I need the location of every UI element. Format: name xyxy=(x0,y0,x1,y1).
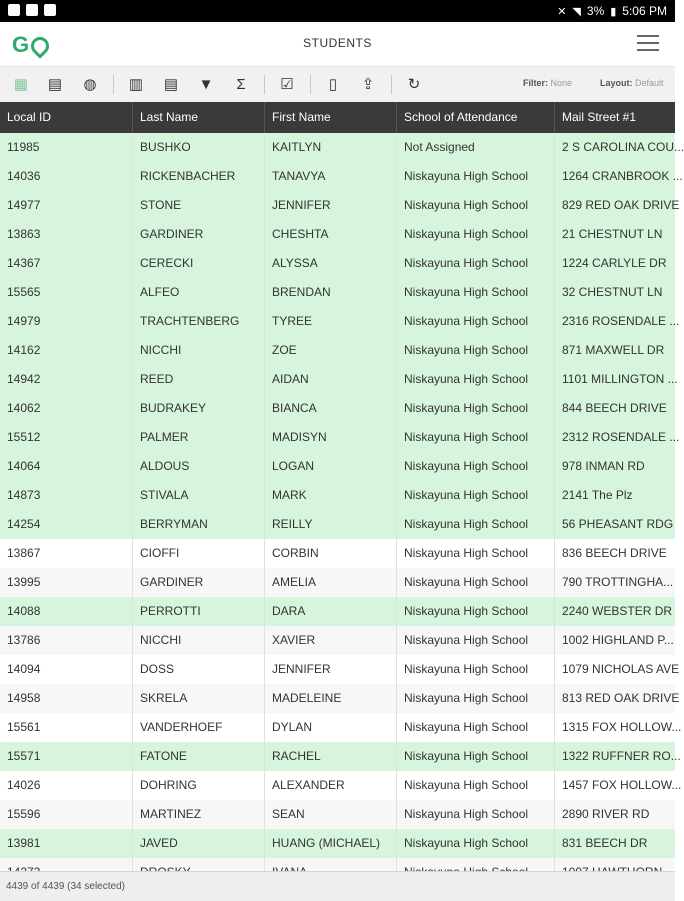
table-row[interactable] xyxy=(0,742,681,771)
cell-last-name: BUDRAKEY xyxy=(133,394,265,423)
cell-local-id: 15512 xyxy=(0,423,133,452)
cell-mail-street: 2240 WEBSTER DR xyxy=(562,604,673,618)
cell-first-name: HUANG (MICHAEL) xyxy=(265,829,397,858)
cell-last-name: DOSS xyxy=(133,655,265,684)
app-bar xyxy=(0,22,675,67)
cell-first-name: KAITLYN xyxy=(265,133,397,162)
cell-local-id: 14979 xyxy=(0,307,133,336)
cell-first-name: MADISYN xyxy=(265,423,397,452)
cell-local-id: 15561 xyxy=(0,713,133,742)
filter-label: Filter: xyxy=(523,78,549,88)
cell-last-name: ALFEO xyxy=(133,278,265,307)
table-row[interactable] xyxy=(0,771,682,800)
cell-school: Niskayuna High School xyxy=(397,800,555,829)
table-row[interactable] xyxy=(0,452,675,481)
cell-school: Niskayuna High School xyxy=(397,278,555,307)
cell-school: Niskayuna High School xyxy=(397,829,555,858)
cell-mail-street: 829 RED OAK DRIVE xyxy=(562,198,680,212)
table-row[interactable] xyxy=(0,191,680,220)
cell-mail-street: 2 S CAROLINA COU... xyxy=(562,140,684,154)
table-icon[interactable]: ▤ xyxy=(163,76,179,93)
cell-local-id: 13867 xyxy=(0,539,133,568)
cell-last-name: GARDINER xyxy=(133,220,265,249)
table-row[interactable] xyxy=(0,162,683,191)
battery-icon: ▮ xyxy=(610,5,617,18)
cell-local-id: 14367 xyxy=(0,249,133,278)
cell-mail-street: 1264 CRANBROOK ... xyxy=(562,169,683,183)
layout-value: Default xyxy=(635,78,664,88)
cell-local-id: 14254 xyxy=(0,510,133,539)
cell-local-id: 14094 xyxy=(0,655,133,684)
cell-mail-street: 1079 NICHOLAS AVE xyxy=(562,662,680,676)
cell-last-name: STONE xyxy=(133,191,265,220)
layout-label: Layout: xyxy=(600,78,633,88)
cell-school: Niskayuna High School xyxy=(397,684,555,713)
cell-mail-street: 32 CHESTNUT LN xyxy=(562,285,663,299)
table-row[interactable] xyxy=(0,684,680,713)
battery-level: 3% xyxy=(586,4,605,18)
table-row[interactable] xyxy=(0,423,680,452)
cell-first-name: BIANCA xyxy=(265,394,397,423)
cell-school: Niskayuna High School xyxy=(397,742,555,771)
globe-icon[interactable]: ◍ xyxy=(83,76,97,93)
cell-mail-street: 1002 HIGHLAND P... xyxy=(562,633,674,647)
table-row[interactable] xyxy=(0,220,675,249)
toolbar-divider xyxy=(310,75,311,94)
cell-last-name: FATONE xyxy=(133,742,265,771)
play-store-icon xyxy=(26,4,38,16)
system-status xyxy=(557,4,667,18)
cell-first-name: BRENDAN xyxy=(265,278,397,307)
cell-school: Niskayuna High School xyxy=(397,365,555,394)
cell-first-name: DARA xyxy=(265,597,397,626)
cell-last-name: PALMER xyxy=(133,423,265,452)
cell-last-name: CIOFFI xyxy=(133,539,265,568)
cell-first-name: LOGAN xyxy=(265,452,397,481)
logo-letter: G xyxy=(12,32,30,57)
cell-school: Niskayuna High School xyxy=(397,394,555,423)
cell-last-name: ALDOUS xyxy=(133,452,265,481)
email-icon xyxy=(44,4,56,16)
table-header xyxy=(0,102,675,133)
cell-mail-street: 844 BEECH DRIVE xyxy=(562,401,667,415)
cell-mail-street: 1322 RUFFNER RO... xyxy=(562,749,681,763)
cell-mail-street: 813 RED OAK DRIVE xyxy=(562,691,680,705)
cell-last-name: TRACHTENBERG xyxy=(133,307,265,336)
table-row[interactable] xyxy=(0,510,675,539)
cell-last-name: CERECKI xyxy=(133,249,265,278)
cell-local-id: 14088 xyxy=(0,597,133,626)
cell-last-name: DOHRING xyxy=(133,771,265,800)
cell-local-id: 14162 xyxy=(0,336,133,365)
page-title: STUDENTS xyxy=(303,36,372,50)
table-row[interactable] xyxy=(0,597,675,626)
cell-mail-street: 871 MAXWELL DR xyxy=(562,343,665,357)
list-view-icon[interactable]: ▤ xyxy=(47,76,63,93)
cell-school: Niskayuna High School xyxy=(397,336,555,365)
cell-local-id: 14942 xyxy=(0,365,133,394)
cell-first-name: DYLAN xyxy=(265,713,397,742)
toolbar-divider xyxy=(264,75,265,94)
column-header-mail-street[interactable]: Mail Street #1 xyxy=(562,110,637,124)
cell-school: Niskayuna High School xyxy=(397,423,555,452)
cell-school: Niskayuna High School xyxy=(397,771,555,800)
cell-mail-street: 2312 ROSENDALE ... xyxy=(562,430,680,444)
refresh-icon[interactable]: ↻ xyxy=(407,76,421,93)
cell-first-name: AIDAN xyxy=(265,365,397,394)
cell-first-name: TYREE xyxy=(265,307,397,336)
cell-mail-street: 56 PHEASANT RDG xyxy=(562,517,674,531)
cell-mail-street: 2890 RIVER RD xyxy=(562,807,650,821)
cell-school: Niskayuna High School xyxy=(397,713,555,742)
cell-school: Niskayuna High School xyxy=(397,655,555,684)
cell-local-id: 11985 xyxy=(0,133,133,162)
cell-school: Not Assigned xyxy=(397,133,555,162)
table-row[interactable] xyxy=(0,481,675,510)
hamburger-menu-button[interactable] xyxy=(637,35,659,51)
cell-first-name: JENNIFER xyxy=(265,655,397,684)
table-row[interactable] xyxy=(0,365,678,394)
toolbar-divider xyxy=(113,75,114,94)
grid-view-icon[interactable]: ▦ xyxy=(13,76,29,93)
cell-local-id: 15571 xyxy=(0,742,133,771)
cell-last-name: REED xyxy=(133,365,265,394)
cell-school: Niskayuna High School xyxy=(397,249,555,278)
document-icon[interactable]: ▯ xyxy=(328,76,338,93)
status-footer xyxy=(0,871,675,901)
cell-school: Niskayuna High School xyxy=(397,220,555,249)
table-row[interactable] xyxy=(0,655,680,684)
cell-first-name: SEAN xyxy=(265,800,397,829)
cell-local-id: 14873 xyxy=(0,481,133,510)
cell-local-id: 13863 xyxy=(0,220,133,249)
cell-mail-street: 790 TROTTINGHA... xyxy=(562,575,674,589)
column-header-school[interactable]: School of Attendance xyxy=(397,102,555,133)
table-row[interactable] xyxy=(0,539,675,568)
cell-local-id: 13981 xyxy=(0,829,133,858)
cell-first-name: TANAVYA xyxy=(265,162,397,191)
cell-local-id: 14958 xyxy=(0,684,133,713)
cell-last-name: JAVED xyxy=(133,829,265,858)
column-header-local-id[interactable]: Local ID xyxy=(0,102,133,133)
filter-indicator[interactable] xyxy=(523,78,572,88)
table-row[interactable] xyxy=(0,713,682,742)
cell-mail-street: 2141 The Plz xyxy=(562,488,633,502)
table-row[interactable] xyxy=(0,249,675,278)
cell-mail-street: 1315 FOX HOLLOW... xyxy=(562,720,682,734)
cell-first-name: CORBIN xyxy=(265,539,397,568)
cell-mail-street: 21 CHESTNUT LN xyxy=(562,227,663,241)
cell-school: Niskayuna High School xyxy=(397,626,555,655)
cell-first-name: MARK xyxy=(265,481,397,510)
students-table xyxy=(0,102,684,871)
cell-first-name: ALYSSA xyxy=(265,249,397,278)
table-row[interactable] xyxy=(0,800,675,829)
cell-school: Niskayuna High School xyxy=(397,568,555,597)
cell-last-name: SKRELA xyxy=(133,684,265,713)
cell-school: Niskayuna High School xyxy=(397,191,555,220)
filter-icon[interactable]: ▼ xyxy=(198,75,214,93)
cell-local-id: 13995 xyxy=(0,568,133,597)
cell-first-name: ZOE xyxy=(265,336,397,365)
cell-last-name: RICKENBACHER xyxy=(133,162,265,191)
table-row[interactable] xyxy=(0,829,675,858)
sum-icon[interactable]: Σ xyxy=(236,75,246,93)
cell-first-name: CHESHTA xyxy=(265,220,397,249)
notification-icons xyxy=(8,4,56,16)
columns-icon[interactable]: ▥ xyxy=(128,76,144,93)
cell-last-name: GARDINER xyxy=(133,568,265,597)
toolbar-divider xyxy=(391,75,392,94)
cell-local-id: 15596 xyxy=(0,800,133,829)
cell-school: Niskayuna High School xyxy=(397,481,555,510)
filter-value: None xyxy=(550,78,573,88)
cell-mail-street: 1224 CARLYLE DR xyxy=(562,256,667,270)
cell-last-name: NICCHI xyxy=(133,336,265,365)
table-row[interactable] xyxy=(0,568,675,597)
cell-first-name: XAVIER xyxy=(265,626,397,655)
table-row[interactable] xyxy=(0,394,675,423)
cell-last-name: PERROTTI xyxy=(133,597,265,626)
cell-mail-street: 2316 ROSENDALE ... xyxy=(562,314,680,328)
cell-first-name: AMELIA xyxy=(265,568,397,597)
cell-last-name: NICCHI xyxy=(133,626,265,655)
cell-school: Niskayuna High School xyxy=(397,597,555,626)
cell-school: Niskayuna High School xyxy=(397,539,555,568)
cell-local-id: 14977 xyxy=(0,191,133,220)
mute-icon: ✕ xyxy=(557,5,567,18)
cell-school: Niskayuna High School xyxy=(397,452,555,481)
cell-mail-street: 831 BEECH DR xyxy=(562,836,648,850)
status-bar xyxy=(0,0,675,22)
gallery-icon xyxy=(8,4,20,16)
record-count: 4439 of 4439 (34 selected) xyxy=(6,881,125,892)
layout-indicator[interactable] xyxy=(600,78,664,88)
cell-local-id: 13786 xyxy=(0,626,133,655)
cell-mail-street: 1457 FOX HOLLOW... xyxy=(562,778,682,792)
cell-local-id: 14026 xyxy=(0,771,133,800)
cell-first-name: REILLY xyxy=(265,510,397,539)
table-row[interactable] xyxy=(0,278,675,307)
cell-first-name: MADELEINE xyxy=(265,684,397,713)
cell-local-id: 14064 xyxy=(0,452,133,481)
clock: 5:06 PM xyxy=(622,4,667,18)
cell-local-id: 15565 xyxy=(0,278,133,307)
table-row[interactable] xyxy=(0,133,684,162)
cell-local-id: 14036 xyxy=(0,162,133,191)
wifi-icon: ◥ xyxy=(572,5,581,18)
cell-mail-street: 978 INMAN RD xyxy=(562,459,645,473)
table-row[interactable] xyxy=(0,626,675,655)
cell-first-name: RACHEL xyxy=(265,742,397,771)
cell-mail-street: 836 BEECH DRIVE xyxy=(562,546,667,560)
cell-school: Niskayuna High School xyxy=(397,510,555,539)
toolbar xyxy=(0,67,675,103)
cell-last-name: MARTINEZ xyxy=(133,800,265,829)
cell-last-name: BERRYMAN xyxy=(133,510,265,539)
table-row[interactable] xyxy=(0,336,675,365)
table-row[interactable] xyxy=(0,307,680,336)
column-header-first-name[interactable]: First Name xyxy=(265,102,397,133)
cell-last-name: BUSHKO xyxy=(133,133,265,162)
column-header-last-name[interactable]: Last Name xyxy=(133,102,265,133)
cell-last-name: VANDERHOEF xyxy=(133,713,265,742)
cell-school: Niskayuna High School xyxy=(397,307,555,336)
cell-local-id: 14062 xyxy=(0,394,133,423)
cell-last-name: STIVALA xyxy=(133,481,265,510)
export-icon[interactable]: ⇪ xyxy=(361,76,375,93)
cell-first-name: JENNIFER xyxy=(265,191,397,220)
cell-first-name: ALEXANDER xyxy=(265,771,397,800)
cell-school: Niskayuna High School xyxy=(397,162,555,191)
cell-mail-street: 1101 MILLINGTON ... xyxy=(562,372,678,386)
checkbox-icon[interactable]: ☑ xyxy=(280,76,294,93)
